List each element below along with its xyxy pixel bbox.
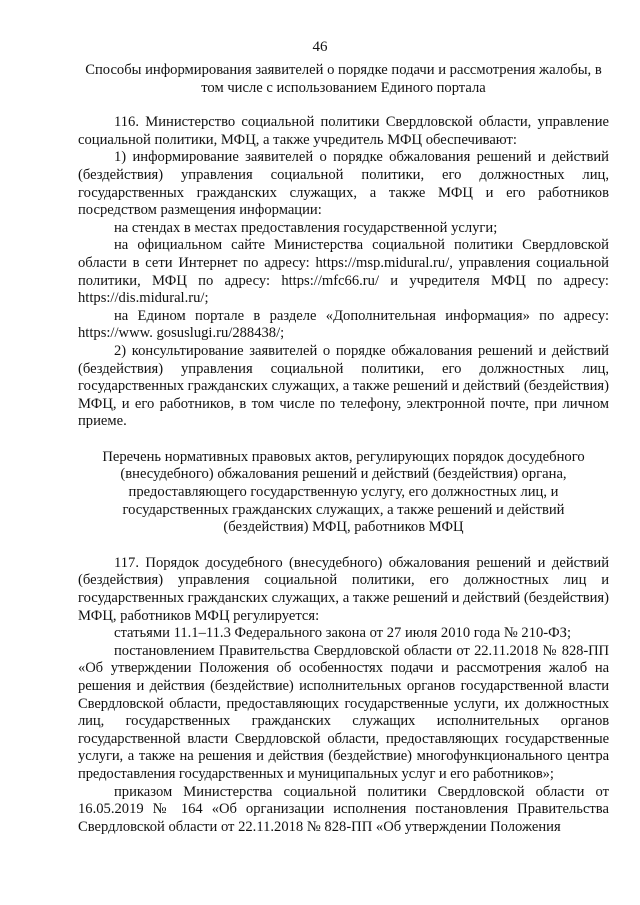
section-heading-legal-acts: Перечень нормативных правовых актов, регулирующих порядок досудебного (внесудебного) обжалования решений и действий (бездействия) органа, предоставляющего государственную услугу, его должностных лиц, и государственных гражданских служащих, а также решений и действий (бездействия) МФЦ, работников МФЦ — [102, 448, 585, 536]
paragraph-117-federal-law: статьями 11.1–11.3 Федерального закона от 27 июля 2010 года № 210-ФЗ; — [114, 625, 572, 642]
page-number: 46 — [312, 39, 328, 55]
paragraph-117: 117. Порядок досудебного (внесудебного) обжалования решений и действий (бездействия) управления социальной политики, его должностных лиц и государственных гражданских служащих, а также решений и действий (бездействия) МФЦ, работников МФЦ регулируется: — [78, 554, 609, 624]
paragraph-116: 116. Министерство социальной политики Свердловской области, управление социальной политики, МФЦ, а также учредитель МФЦ обеспечивают: — [78, 114, 609, 148]
section-heading-complaint-informing: Способы информирования заявителей о порядке подачи и рассмотрения жалобы, в том числе с использованием Единого портала — [85, 62, 602, 96]
paragraph-116-unified-portal: на Едином портале в разделе «Дополнительная информация» по адресу: https://www. gosuslugi.ru/288438/; — [78, 307, 609, 342]
paragraph-117-government-decree: постановлением Правительства Свердловской области от 22.11.2018 № 828-ПП «Об утверждении Положения об особенностях подачи и рассмотрения жалоб на решения и действия (бездействие) исполнительных органов государственной власти Свердловской области, предоставляющих государственные услуги, их должностных лиц, государственных гражданских служащих исполнительных органов государственной власти Свердловской области, предоставляющих государственные услуги, а также на решения и действия (бездействие) многофункционального центра предоставления государственных и муниципальных услуг и его работников»; — [78, 642, 609, 782]
paragraph-116-item-2: 2) консультирование заявителей о порядке обжалования решений и действий (бездействия) управления социальной политики, его должностных лиц, государственных гражданских служащих, а также решений и действий (бездействия) МФЦ, и его работников, в том числе по телефону, электронной почте, при личном приеме. — [78, 342, 609, 430]
document-body — [78, 62, 609, 836]
paragraph-116-official-sites: на официальном сайте Министерства социальной политики Свердловской области в сети Интернет по адресу: https://msp.midural.ru/, управления социальной политики, МФЦ по адресу: https://mfc66.ru/ и учредителя МФЦ по адресу: https://dis.midural.ru/; — [78, 237, 609, 307]
paragraph-116-stands: на стендах в местах предоставления государственной услуги; — [114, 219, 498, 236]
paragraph-116-item-1: 1) информирование заявителей о порядке обжалования решений и действий (бездействия) управления социальной политики, его должностных лиц, государственных гражданских служащих, а также МФЦ и его работников посредством размещения информации: — [78, 149, 609, 219]
paragraph-117-ministry-order: приказом Министерства социальной политики Свердловской области от 16.05.2019 № 164 «Об организации исполнения постановления Правительства Свердловской области от 22.11.2018 № 828-ПП «Об утверждении Положения — [78, 783, 609, 835]
